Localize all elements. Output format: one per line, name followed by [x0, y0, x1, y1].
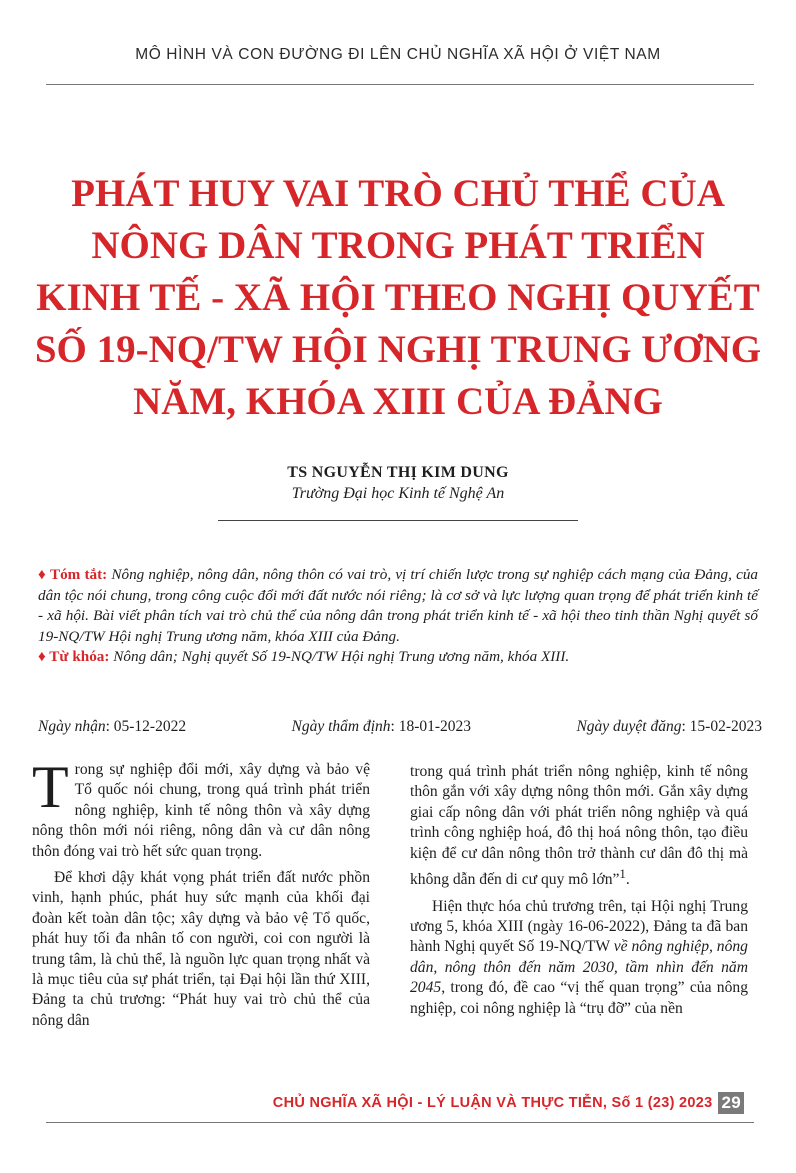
body-column-left: [32, 754, 370, 1031]
running-header: MÔ HÌNH VÀ CON ĐƯỜNG ĐI LÊN CHỦ NGHĨA XÃ HỘI Ở VIỆT NAM: [135, 46, 661, 63]
date-received-value: : 05-12-2022: [105, 718, 187, 735]
keywords: [38, 647, 758, 668]
body-text: Hiện thực hóa chủ trương trên, tại Hội nghị Trung ương 5, khóa XIII (ngày 16-06-2022), Đảng ta đã ban hành Nghị quyết Số 19-NQ/TW: [410, 897, 748, 956]
title-line: NĂM, KHÓA XIII CỦA ĐẢNG: [133, 380, 663, 423]
title-line: SỐ 19-NQ/TW HỘI NGHỊ TRUNG ƯƠNG: [34, 328, 762, 371]
date-reviewed-value: : 18-01-2023: [390, 718, 472, 735]
body-text: , trong đó, đề cao “vị thế quan trọng” của nông nghiệp, coi nông nghiệp là “trụ đỡ” của nền: [410, 979, 748, 1017]
body-paragraph: [410, 897, 748, 1019]
date-reviewed-label: Ngày thẩm định: [291, 718, 391, 735]
body-text-italic: về nông nghiệp, nông dân, nông thôn đến năm 2030, tầm nhìn đến năm 2045: [410, 938, 748, 997]
article-dates: [38, 718, 762, 736]
body-text: .: [625, 871, 630, 889]
journal-citation: CHỦ NGHĨA XÃ HỘI - LÝ LUẬN VÀ THỰC TIỄN, Số 1 (23) 2023: [272, 1095, 713, 1111]
date-approved-label: Ngày duyệt đăng: [576, 718, 682, 735]
body-text: rong sự nghiệp đổi mới, xây dựng và bảo vệ Tổ quốc nói chung, trong quá trình phát triển nông nghiệp, kinh tế nông thôn và xây dựng nông thôn mới nói riêng, nông dân và cư dân nông thôn đóng vai trò hết sức quan trọng.: [32, 761, 370, 860]
summary-label: ♦ Tóm tắt:: [38, 566, 108, 583]
date-received: [38, 718, 186, 736]
keywords-label: ♦ Từ khóa:: [38, 648, 110, 665]
title-line: KINH TẾ - XÃ HỘI THEO NGHỊ QUYẾT: [36, 276, 760, 319]
date-reviewed: [292, 718, 472, 736]
page-number: 29: [718, 1092, 744, 1114]
abstract-block: [38, 565, 758, 668]
footer-divider: [46, 1122, 754, 1123]
body-paragraph: Để khơi dậy khát vọng phát triển đất nước phồn vinh, hạnh phúc, phát huy sức mạnh của khối đại đoàn kết toàn dân tộc; xây dựng và bảo vệ Tổ quốc, phát huy tối đa nhân tố con người, coi con người là trung tâm, là chủ thể, là nguồn lực quan trọng nhất và là mục tiêu của sự phát triển, tại Đại hội lần thứ XIII, Đảng ta chủ trương: “Phát huy vai trò chủ thể của nông dân: [32, 869, 370, 1029]
date-received-label: Ngày nhận: [38, 718, 106, 735]
date-approved-value: : 15-02-2023: [681, 718, 762, 735]
drop-cap: T: [32, 754, 69, 820]
body-paragraph: [410, 762, 748, 891]
article-title: [30, 168, 766, 428]
summary-text: Nông nghiệp, nông dân, nông thôn có vai trò, vị trí chiến lược trong sự nghiệp cách mạng của Đảng, của dân tộc nói chung, trong công cuộc đổi mới đất nước nói riêng; là cơ sở và lực lượng quan trọng để phát triển kinh tế - xã hội. Bài viết phân tích vai trò chủ thể của nông dân trong phát triển kinh tế - xã hội theo tinh thần Nghị quyết số 19-NQ/TW Hội nghị Trung ương năm, khóa XIII của Đảng.: [38, 566, 759, 645]
author-name: TS NGUYỄN THỊ KIM DUNG: [287, 464, 509, 481]
author-affiliation: Trường Đại học Kinh tế Nghệ An: [291, 485, 505, 502]
title-line: PHÁT HUY VAI TRÒ CHỦ THỂ CỦA: [71, 172, 725, 215]
author-divider: [218, 520, 578, 521]
date-approved: [576, 718, 762, 736]
body-column-right: [410, 762, 748, 1019]
body-text: trong quá trình phát triển nông nghiệp, kinh tế nông thôn gắn với xây dựng nông thôn mới. Gắn xây dựng giai cấp nông dân với phát triển nông nghiệp và quá trình công nghiệp hoá, đô thị hoá nông thôn, tạo điều kiện để cư dân nông thôn trở thành cư dân đô thị mà không dẫn đến di cư quy mô lớn”: [410, 763, 748, 889]
header-divider: [46, 84, 754, 85]
summary: [38, 565, 758, 647]
page-footer: [273, 1092, 744, 1114]
title-line: NÔNG DÂN TRONG PHÁT TRIỂN: [91, 224, 705, 267]
footnote-ref[interactable]: 1: [619, 866, 626, 882]
body-paragraph: [32, 754, 370, 862]
keywords-text: Nông dân; Nghị quyết Số 19-NQ/TW Hội nghị Trung ương năm, khóa XIII.: [113, 648, 570, 665]
